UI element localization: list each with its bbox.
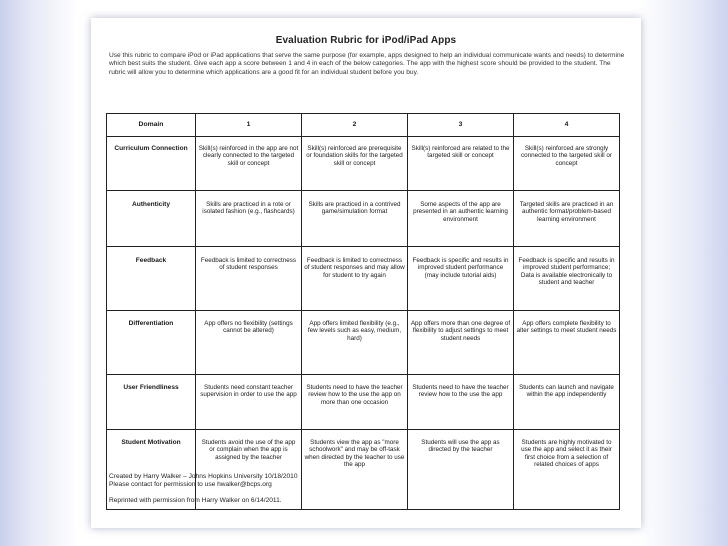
- rubric-cell: Skill(s) reinforced are strongly connected to the targeted skill or concept: [514, 137, 620, 191]
- rubric-cell: Students need to have the teacher review how to the use the app: [408, 375, 514, 430]
- rubric-cell: Students will use the app as directed by the teacher: [408, 430, 514, 510]
- rubric-cell: App offers no flexibility (settings cannot be altered): [196, 311, 302, 375]
- reprinted-line: Reprinted with permission from Harry Walker on 6/14/2011.: [109, 496, 282, 504]
- rubric-cell: Students view the app as "more schoolwork" and may be off-task when directed by the teacher to use the app: [302, 430, 408, 510]
- domain-cell: Feedback: [107, 247, 196, 311]
- rubric-document: [91, 18, 641, 528]
- header-score-3: 3: [408, 114, 514, 137]
- document-title: Evaluation Rubric for iPod/iPad Apps: [275, 35, 457, 46]
- rubric-cell: Skills are practiced in a contrived game/simulation format: [302, 191, 408, 247]
- rubric-cell: Feedback is limited to correctness of student responses and may allow for student to try again: [302, 247, 408, 311]
- rubric-cell: Skills are practiced in a rote or isolated fashion (e.g., flashcards): [196, 191, 302, 247]
- table-row: [107, 375, 620, 430]
- rubric-cell: Students are highly motivated to use the app and select it as their first choice from a selection of related choices of apps: [514, 430, 620, 510]
- created-by-line: Created by Harry Walker – Johns Hopkins University 10/18/2010: [109, 473, 298, 480]
- slide-right-gradient: [638, 0, 728, 546]
- domain-cell: Differentiation: [107, 311, 196, 375]
- table-row: [107, 137, 620, 191]
- rubric-cell: Students can launch and navigate within the app independently: [514, 375, 620, 430]
- rubric-cell: Feedback is specific and results in improved student performance (may include tutorial aids): [408, 247, 514, 311]
- rubric-cell: Students need to have the teacher review how to the use the app on more than one occasion: [302, 375, 408, 430]
- rubric-cell: Feedback is specific and results in improved student performance; Data is available electronically to student and teacher: [514, 247, 620, 311]
- rubric-cell: App offers limited flexibility (e.g., few levels such as easy, medium, hard): [302, 311, 408, 375]
- contact-line: Please contact for permission to use hwalker@bcps.org: [109, 481, 272, 489]
- rubric-cell: Skill(s) reinforced are prerequisite or foundation skills for the targeted skill or concept: [302, 137, 408, 191]
- slide-left-gradient: [0, 0, 78, 546]
- intro-paragraph: Use this rubric to compare iPod or iPad applications that serve the same purpose (for example, apps designed to help an individual communicate wants and needs) to determine which best suits the student. Give each app a score between 1 and 4 in each of the below categories. The app with the highest score should be provided to the student. The rubric will allow you to determine which applications are a good fit for an individual student before you buy.: [109, 52, 625, 76]
- rubric-cell: App offers more than one degree of flexibility to adjust settings to meet student needs: [408, 311, 514, 375]
- rubric-cell: App offers complete flexibility to alter settings to meet student needs: [514, 311, 620, 375]
- table-row: [107, 311, 620, 375]
- domain-cell: Authenticity: [107, 191, 196, 247]
- domain-cell: User Friendliness: [107, 375, 196, 430]
- rubric-cell: Students need constant teacher supervision in order to use the app: [196, 375, 302, 430]
- domain-cell: Curriculum Connection: [107, 137, 196, 191]
- document-footer: [109, 473, 298, 505]
- footer-spacer: [109, 490, 298, 497]
- rubric-table: [106, 113, 620, 510]
- header-score-4: 4: [514, 114, 620, 137]
- header-score-1: 1: [196, 114, 302, 137]
- table-header-row: [107, 114, 620, 137]
- table-row: [107, 247, 620, 311]
- rubric-cell: Feedback is limited to correctness of student responses: [196, 247, 302, 311]
- header-domain: Domain: [107, 114, 196, 137]
- table-row: [107, 191, 620, 247]
- rubric-cell: Students avoid the use of the app or complain when the app is assigned by the teacher: [196, 430, 302, 510]
- rubric-cell: Targeted skills are practiced in an authentic format/problem-based learning environment: [514, 191, 620, 247]
- domain-cell: Student Motivation: [107, 430, 196, 510]
- rubric-cell: Skill(s) reinforced are related to the targeted skill or concept: [408, 137, 514, 191]
- header-score-2: 2: [302, 114, 408, 137]
- rubric-cell: Some aspects of the app are presented in an authentic learning environment: [408, 191, 514, 247]
- rubric-cell: Skill(s) reinforced in the app are not clearly connected to the targeted skill or concept: [196, 137, 302, 191]
